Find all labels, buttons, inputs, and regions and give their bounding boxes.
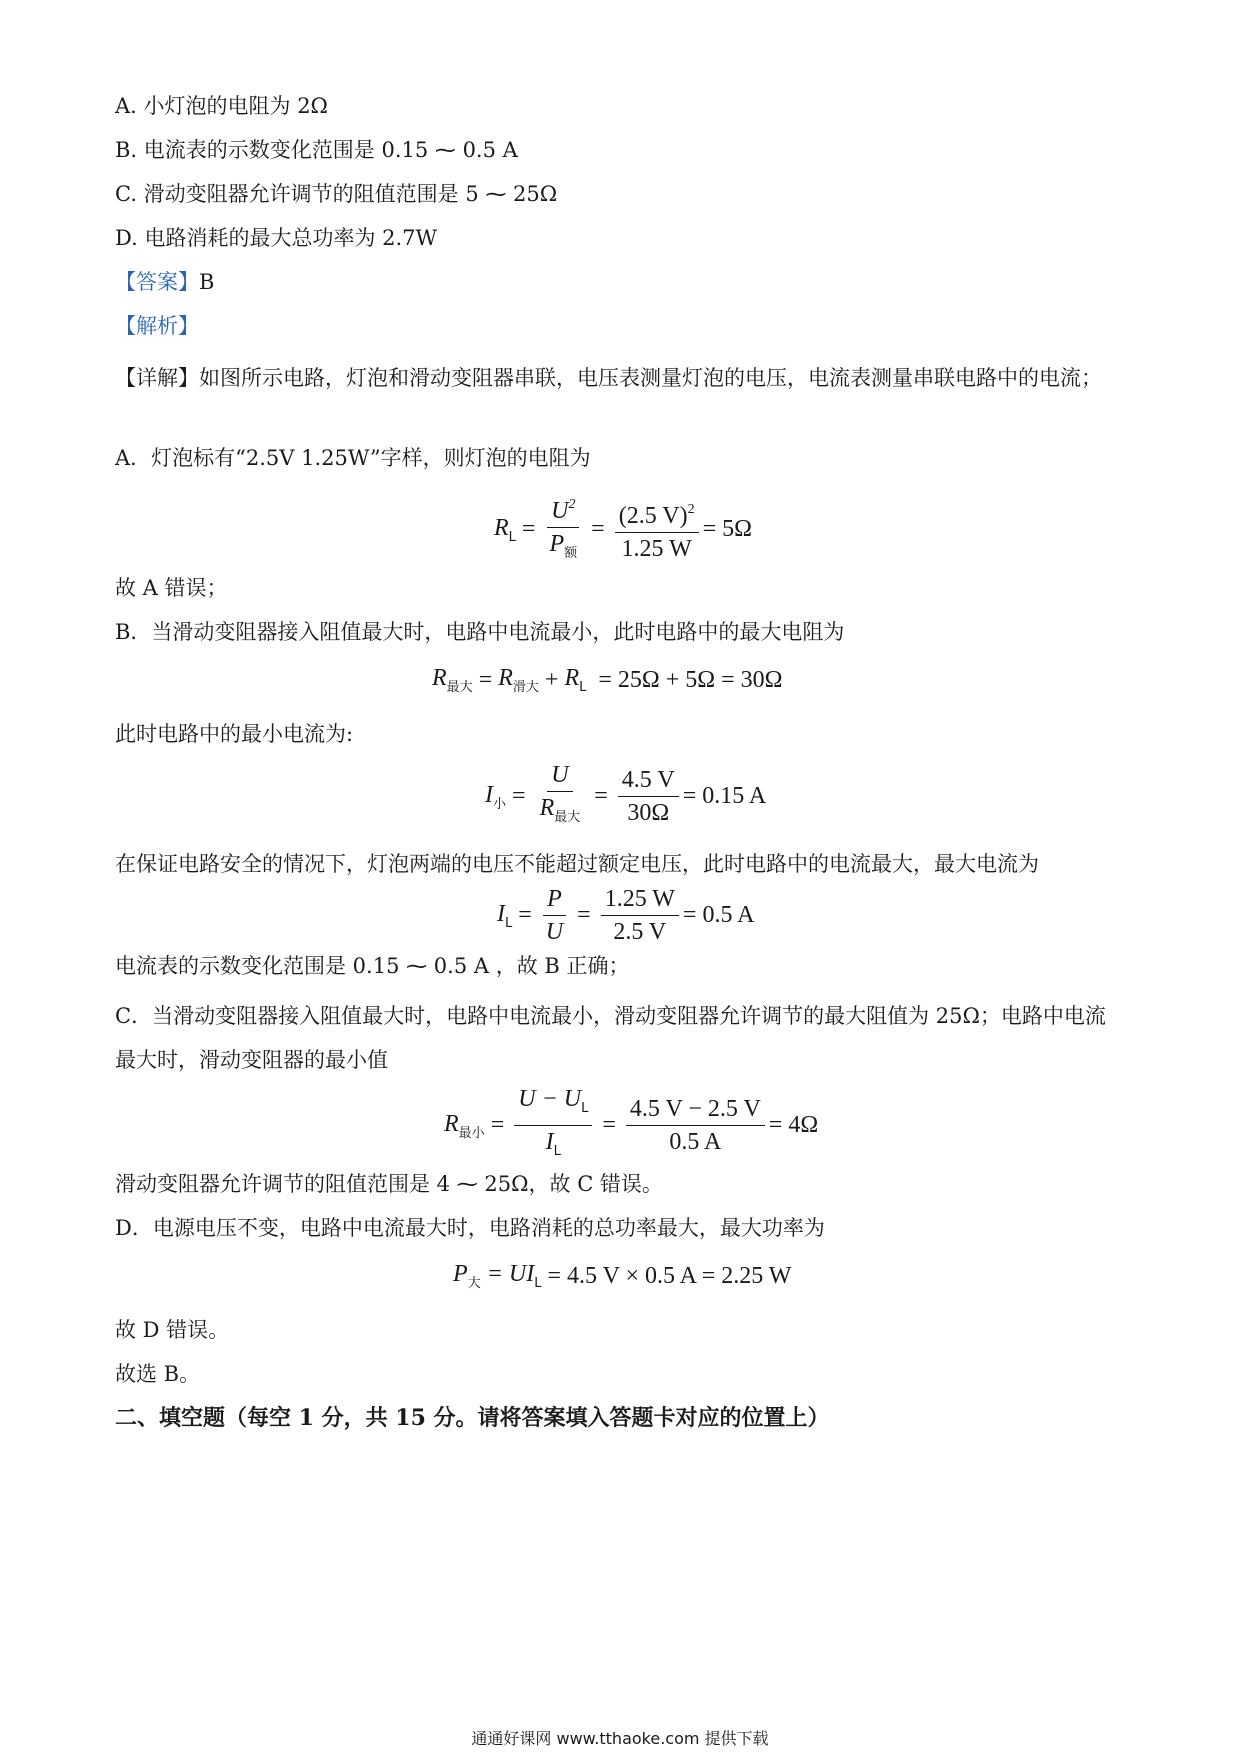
eq1-frac2: $\frac{(2.5 V)^2}{1.25 W}$ (615, 495, 699, 564)
option-b: B. 电流表的示数变化范围是 0.15 ⁓ 0.5 A (115, 138, 518, 162)
detail-intro-text: 如图所示电路，灯泡和滑动变阻器串联，电压表测量灯泡的电压，电流表测量串联电路中的电流； (199, 366, 1102, 390)
eq1-rhs: = 5Ω (702, 516, 752, 542)
section-title: 二、填空题（每空 1 分，共 15 分。请将答案填入答题卡对应的位置上） (115, 1405, 830, 1431)
option-a: A. 小灯泡的电阻为 2Ω (115, 94, 328, 118)
analysis-label: 【解析】 (115, 314, 199, 338)
answer-value: B (199, 270, 215, 294)
answer-line (115, 268, 214, 296)
answer-label: 【答案】 (115, 270, 199, 294)
option-d: D. 电路消耗的最大总功率为 2.7W (115, 226, 438, 250)
detail-label: 【详解】 (115, 366, 199, 390)
equation-lamp-resistance: $R_L$ = $\frac{U^2}{P_额}$ = $\frac{(2.5 V)^2}{1.25 W}$ = 5Ω (494, 490, 752, 569)
part-b-text: B．当滑动变阻器接入阻值最大时，电路中电流最小，此时电路中的最大电阻为 (115, 620, 845, 644)
equation-min-current: $I_小$ = $\frac{U}{R_{最大}}$ = $\frac{4.5 V}{30\Omega}$ = 0.15 A (485, 762, 767, 826)
option-c: C. 滑动变阻器允许调节的阻值范围是 5 ⁓ 25Ω (115, 182, 558, 206)
detail-intro (115, 356, 1125, 400)
equation-max-current: $I_L$ = $\frac{P}{U}$ = $\frac{1.25 W}{2.5 V}$ = 0.5 A (497, 886, 755, 945)
part-c-text: C．当滑动变阻器接入阻值最大时，电路中电流最小，滑动变阻器允许调节的最大阻值为 25Ω；电路中电流最大时，滑动变阻器的最小值 (115, 1004, 1106, 1072)
final-answer: 故选 B。 (115, 1362, 201, 1386)
part-a-text: A．灯泡标有“2.5V 1.25W”字样，则灯泡的电阻为 (115, 446, 591, 470)
part-b-conclusion: 电流表的示数变化范围是 0.15 ⁓ 0.5 A ，故 B 正确； (115, 954, 630, 978)
equation-min-rheostat: $R_{最小}$ = $\frac{U - U_L}{I_L}$ = $\frac{4.5 V - 2.5 V}{0.5 A}$ = 4Ω (444, 1086, 819, 1159)
page-footer: 通通好课网 www.tthaoke.com 提供下载 (471, 1729, 769, 1748)
part-d-conclusion: 故 D 错误。 (115, 1318, 230, 1342)
part-c-conclusion: 滑动变阻器允许调节的阻值范围是 4 ⁓ 25Ω，故 C 错误。 (115, 1172, 663, 1196)
part-a-conclusion: 故 A 错误； (115, 576, 228, 600)
part-b-text3: 在保证电路安全的情况下，灯泡两端的电压不能超过额定电压，此时电路中的电流最大，最大电流为 (115, 852, 1039, 876)
eq1-frac1: $\frac{U^2}{P_额}$ (545, 490, 581, 569)
equation-max-resistance: $R_{最大}$ = $R_{滑大}$ + $R_L$ = 25Ω + 5Ω = 30Ω (432, 665, 783, 695)
part-b-text2: 此时电路中的最小电流为: (115, 722, 354, 746)
eq1-lhs: $R_L$ (494, 514, 516, 545)
equation-max-power: $P_大$ = $UI_L$ = 4.5 V × 0.5 A = 2.25 W (453, 1261, 792, 1291)
part-d-text: D．电源电压不变，电路中电流最大时，电路消耗的总功率最大，最大功率为 (115, 1216, 825, 1240)
